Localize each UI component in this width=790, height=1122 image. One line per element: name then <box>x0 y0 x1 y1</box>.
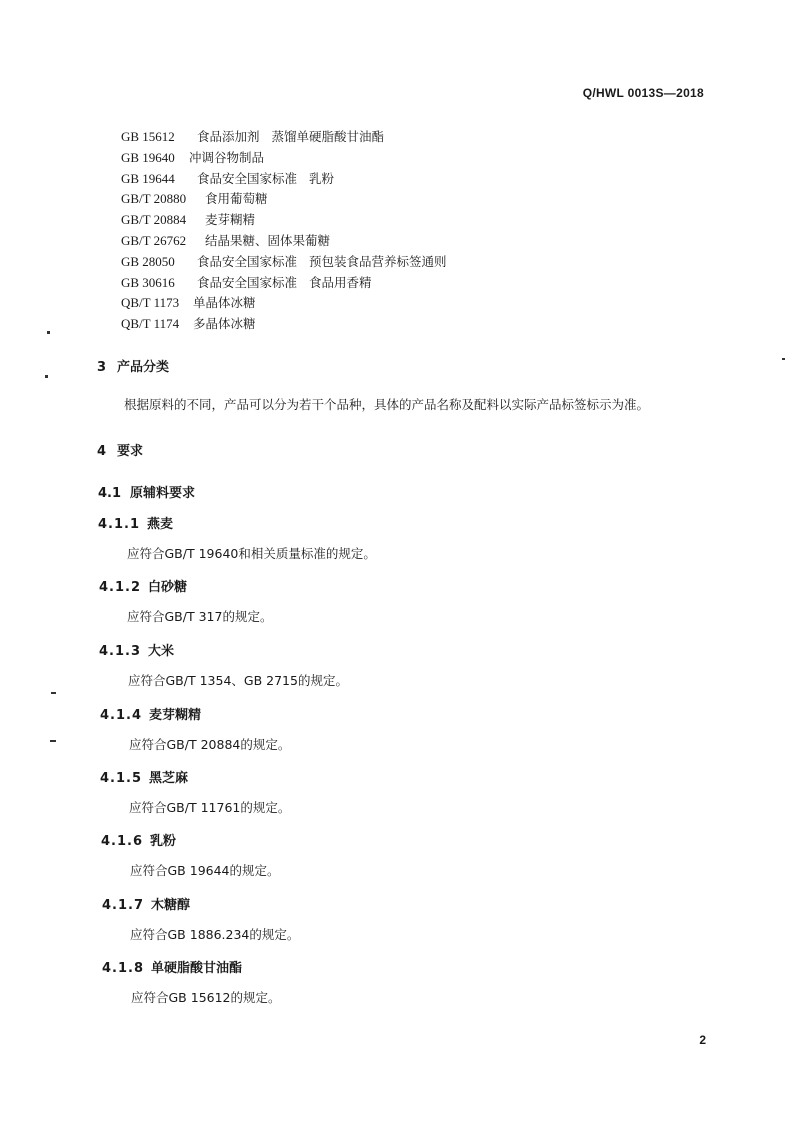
reference-item <box>121 210 447 231</box>
reference-code: GB/T 20884 <box>121 212 187 228</box>
subsection-heading <box>102 957 242 976</box>
reference-code: GB 15612 <box>121 129 175 144</box>
subsection-paragraph: 应符合GB/T 20884的规定。 <box>129 737 291 752</box>
subsection-title: 麦芽糊精 <box>149 708 202 723</box>
reference-code: QB/T 1173 <box>121 295 180 311</box>
subsection-title: 单硬脂酸甘油酯 <box>151 961 243 976</box>
subsection-paragraph: 应符合GB/T 317的规定。 <box>127 609 273 624</box>
scan-speck <box>782 358 785 360</box>
section-4-heading <box>97 440 143 459</box>
reference-code: QB/T 1174 <box>121 316 180 332</box>
reference-item <box>121 273 447 294</box>
scan-speck <box>45 375 48 378</box>
reference-item <box>121 231 447 252</box>
subsection-number: 4.1.1 <box>98 517 141 532</box>
subsection-number: 4.1.3 <box>99 644 142 659</box>
subsection-heading <box>99 640 174 659</box>
section-number: 4 <box>97 444 107 459</box>
subsection-heading <box>100 767 188 786</box>
reference-title: 食用葡萄糖 <box>205 191 268 207</box>
section-4-1-heading <box>98 482 195 501</box>
reference-item <box>121 293 447 314</box>
subsection-title: 乳粉 <box>150 834 177 849</box>
reference-code: GB/T 26762 <box>121 232 187 248</box>
reference-code: GB/T 20880 <box>121 191 187 207</box>
subsection-number: 4.1.6 <box>101 834 144 849</box>
subsection-heading <box>101 830 176 849</box>
section-number: 3 <box>97 360 107 375</box>
subsection-paragraph: 应符合GB 19644的规定。 <box>130 863 280 878</box>
normative-references-list <box>121 127 447 335</box>
subsection-title: 燕麦 <box>147 517 174 532</box>
section-title: 要求 <box>117 444 144 459</box>
reference-title: 单晶体冰糖 <box>193 295 256 311</box>
section-title: 原辅料要求 <box>130 486 196 501</box>
scan-speck <box>47 331 50 334</box>
reference-item <box>121 127 447 148</box>
standard-code-header: Q/HWL 0013S—2018 <box>582 86 704 100</box>
subsection-number: 4.1.4 <box>100 708 143 723</box>
subsection-number: 4.1.5 <box>100 771 143 786</box>
section-number: 4.1 <box>98 486 122 501</box>
section-3-paragraph: 根据原料的不同，产品可以分为若干个品种，具体的产品名称及配料以实际产品标签标示为准。 <box>124 397 650 412</box>
subsection-heading <box>100 704 201 723</box>
reference-title: 食品添加剂 蒸馏单硬脂酸甘油酯 <box>197 129 385 144</box>
reference-item <box>121 189 447 210</box>
subsection-paragraph: 应符合GB/T 11761的规定。 <box>129 800 291 815</box>
subsection-number: 4.1.8 <box>102 961 145 976</box>
subsection-title: 大米 <box>148 644 175 659</box>
subsection-heading <box>102 894 190 913</box>
reference-title: 冲调谷物制品 <box>189 149 265 165</box>
subsection-paragraph: 应符合GB 1886.234的规定。 <box>130 927 300 942</box>
subsection-title: 黑芝麻 <box>149 771 189 786</box>
reference-code: GB 30616 <box>121 274 175 290</box>
page-number: 2 <box>699 1033 706 1047</box>
reference-code: GB 28050 <box>121 253 175 269</box>
reference-title: 食品安全国家标准 乳粉 <box>197 170 335 186</box>
subsection-paragraph: 应符合GB/T 19640和相关质量标准的规定。 <box>127 546 376 561</box>
subsection-heading <box>98 513 173 532</box>
subsection-number: 4.1.7 <box>102 898 145 913</box>
section-3-heading <box>97 356 169 375</box>
reference-code: GB 19640 <box>121 149 175 165</box>
reference-code: GB 19644 <box>121 170 175 186</box>
section-title: 产品分类 <box>117 360 170 375</box>
reference-title: 多晶体冰糖 <box>193 316 256 332</box>
reference-title: 食品安全国家标准 食品用香精 <box>197 274 372 290</box>
scan-speck <box>50 740 56 742</box>
reference-item <box>121 169 447 190</box>
subsection-title: 白砂糖 <box>148 580 188 595</box>
subsection-number: 4.1.2 <box>99 580 142 595</box>
subsection-heading <box>99 576 187 595</box>
subsection-title: 木糖醇 <box>151 898 191 913</box>
reference-title: 食品安全国家标准 预包装食品营养标签通则 <box>197 253 447 269</box>
subsection-paragraph: 应符合GB/T 1354、GB 2715的规定。 <box>128 673 348 688</box>
reference-item <box>121 314 447 335</box>
scan-speck <box>51 692 56 694</box>
reference-item <box>121 148 447 169</box>
reference-item <box>121 252 447 273</box>
subsection-paragraph: 应符合GB 15612的规定。 <box>131 990 281 1005</box>
reference-title: 结晶果糖、固体果葡糖 <box>205 232 331 248</box>
reference-title: 麦芽糊精 <box>205 212 256 228</box>
